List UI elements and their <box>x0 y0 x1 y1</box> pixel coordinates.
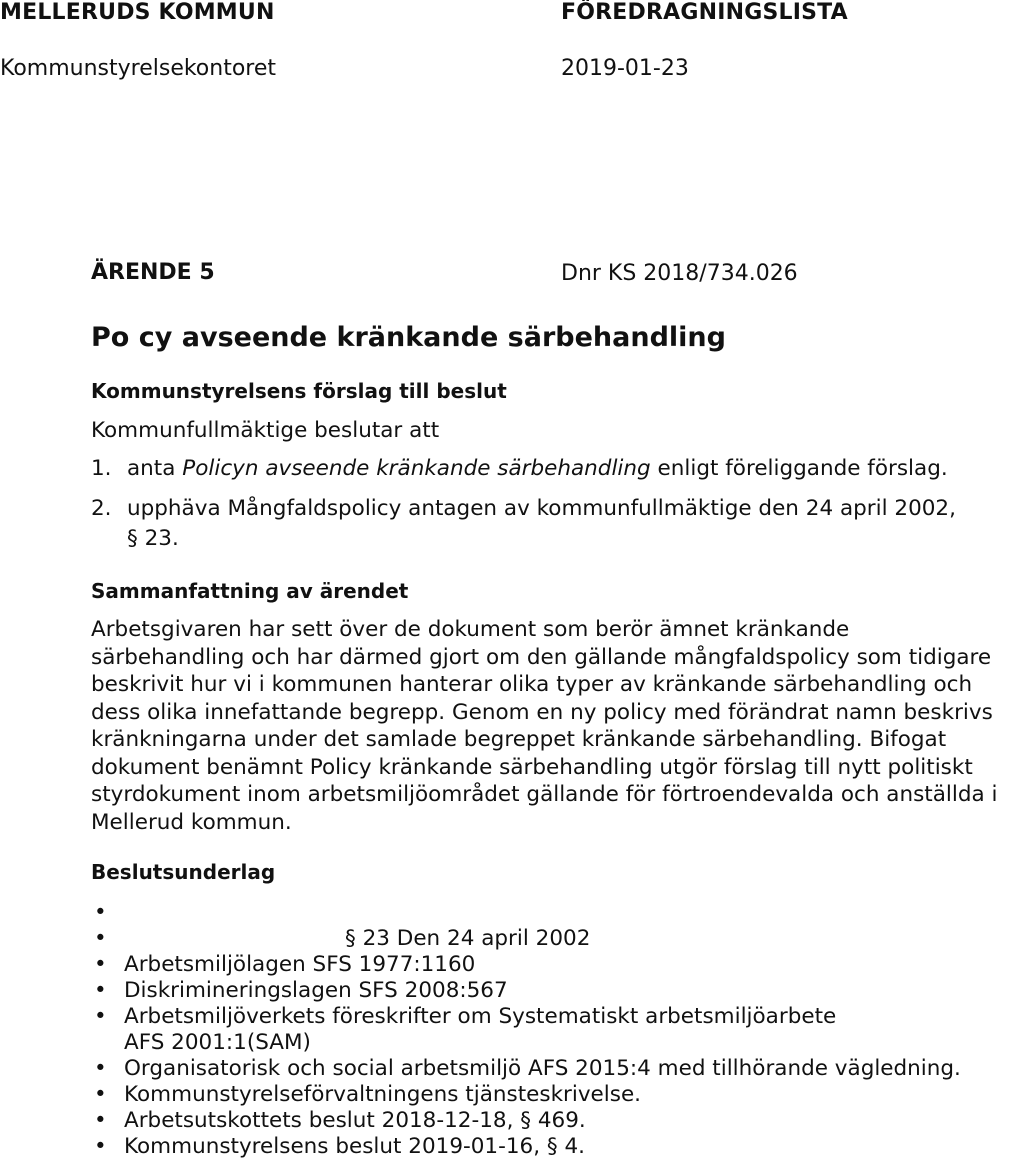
page-title: Po cy avseende kränkande särbehandling <box>91 322 726 353</box>
list-item: • Organisatorisk och social arbetsmiljö AFS 2015:4 med tillhörande vägledning. <box>94 1056 961 1081</box>
summary-line: Arbetsgivaren har sett över de dokument som berör ämnet kränkande <box>91 617 850 642</box>
proposal-item-text: anta <box>127 456 176 481</box>
arende-label: ÄRENDE 5 <box>91 260 215 285</box>
policy-name: Policyn avseende kränkande särbehandling <box>182 456 651 481</box>
bullet-icon: • <box>94 978 107 1003</box>
bullet-icon: • <box>94 952 107 977</box>
list-item: • Arbetsutskottets beslut 2018-12-18, § 469. <box>94 1108 586 1133</box>
list-item: • Arbetsmiljölagen SFS 1977:1160 <box>94 952 476 977</box>
list-item: • § 23 Den 24 april 2002 <box>94 926 591 951</box>
list-item: • Kommunstyrelsens beslut 2019-01-16, § 4. <box>94 1134 585 1159</box>
bullet-icon: • <box>94 1108 107 1133</box>
document-date: 2019-01-23 <box>561 56 689 81</box>
municipality-name: MELLERUDS KOMMUN <box>0 0 275 25</box>
summary-line: styrdokument inom arbetsmiljöområdet gällande för förtroendevalda och anställda i <box>91 782 998 807</box>
proposal-heading: Kommunstyrelsens förslag till beslut <box>91 379 507 403</box>
list-item: • Kommunstyrelseförvaltningens tjänsteskrivelse. <box>94 1082 642 1107</box>
summary-line: dess olika innefattande begrepp. Genom en ny policy med förändrat namn beskrivs <box>91 699 993 725</box>
summary-text <box>91 616 1024 836</box>
proposal-item-2-continuation: § 23. <box>127 526 179 551</box>
proposal-item-text: enligt föreliggande förslag. <box>657 456 948 481</box>
summary-line: beskrivit hur vi i kommunen hanterar olika typer av kränkande särbehandling och <box>91 672 973 697</box>
proposal-intro: Kommunfullmäktige beslutar att <box>91 418 440 443</box>
summary-line: Mellerud kommun. <box>91 809 292 835</box>
bullet-icon: • <box>94 1056 107 1081</box>
document-type: FÖREDRAGNINGSLISTA <box>561 0 848 25</box>
proposal-item-text: upphäva Mångfaldspolicy antagen av kommunfullmäktige den 24 april 2002, <box>127 496 956 521</box>
basis-list <box>91 900 961 1160</box>
summary-line: kränkningarna under det samlade begreppet kränkande särbehandling. Bifogat <box>91 727 947 752</box>
office-name: Kommunstyrelsekontoret <box>0 56 277 81</box>
proposal-item-number: 1. <box>91 456 112 481</box>
summary-line: dokument benämnt Policy kränkande särbehandling utgör förslag till nytt politiskt <box>91 754 973 780</box>
list-item <box>91 900 961 926</box>
bullet-icon: • <box>94 1134 107 1159</box>
proposal-item-1 <box>91 456 948 481</box>
list-item: • Arbetsmiljöverkets föreskrifter om Systematiskt arbetsmiljöarbete AFS 2001:1(SAM) <box>94 1004 837 1055</box>
bullet-icon: • <box>94 926 107 951</box>
list-item: • Diskrimineringslagen SFS 2008:567 <box>94 978 508 1003</box>
proposal-item-number: 2. <box>91 496 112 521</box>
bullet-icon: • <box>94 900 107 925</box>
bullet-icon: • <box>94 1004 107 1029</box>
basis-heading: Beslutsunderlag <box>91 860 276 884</box>
case-number: Dnr KS 2018/734.026 <box>561 261 798 286</box>
bullet-icon: • <box>94 1082 107 1107</box>
summary-line: särbehandling och har därmed gjort om den gällande mångfaldspolicy som tidigare <box>91 644 992 670</box>
proposal-item-2 <box>91 496 956 521</box>
summary-heading: Sammanfattning av ärendet <box>91 579 409 603</box>
